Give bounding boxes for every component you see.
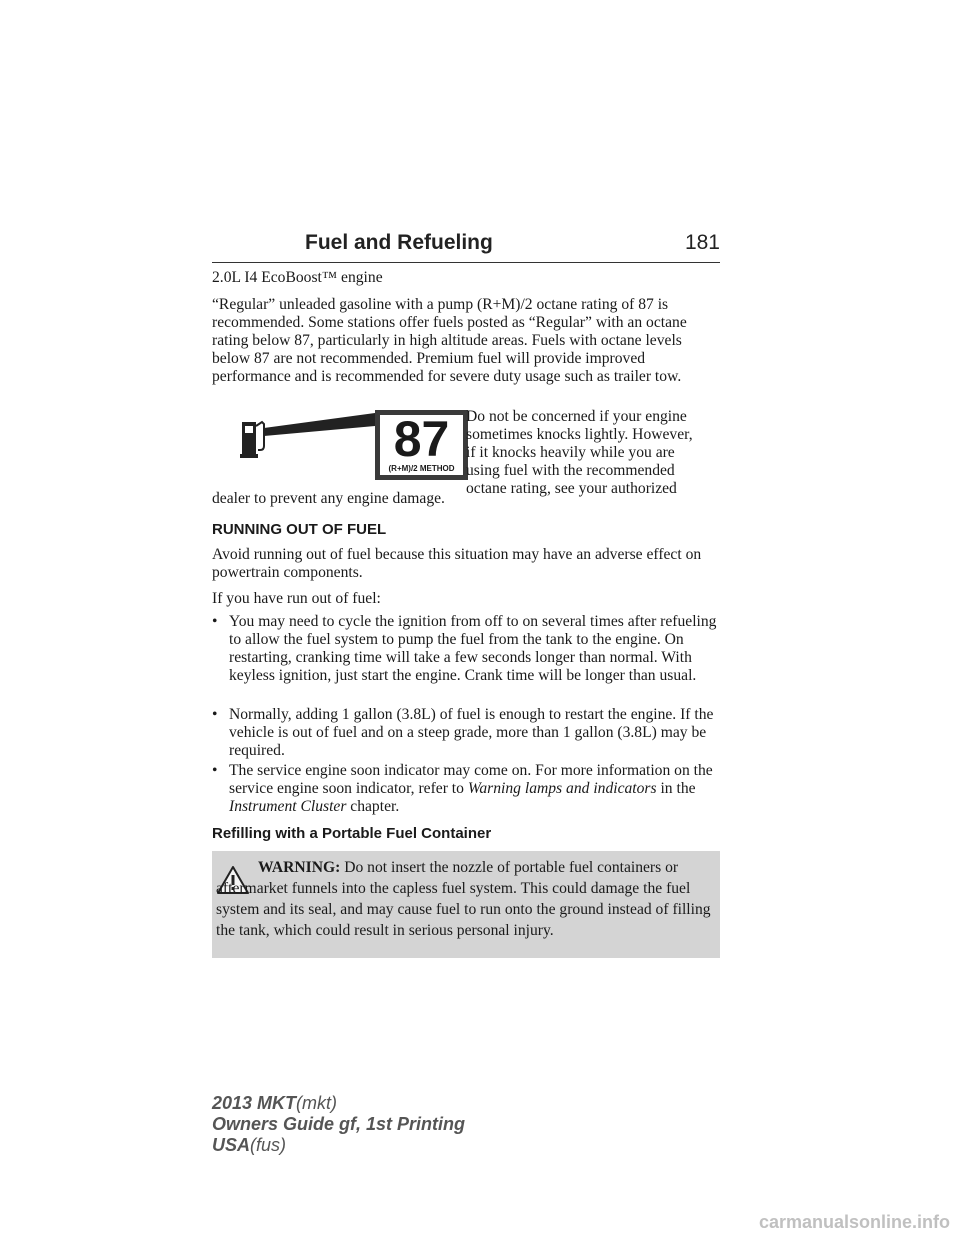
- bullet-3-text-c: chapter.: [350, 798, 400, 815]
- footer-model: 2013 MKT: [212, 1093, 297, 1113]
- footer-line-1: [212, 1093, 465, 1114]
- bullet-2-block: [212, 706, 720, 760]
- knock-line-1: Do not be concerned if your engine: [466, 408, 687, 425]
- if-line-block: [212, 590, 720, 608]
- if-run-out-line: If you have run out of fuel:: [212, 590, 381, 607]
- bullet-1-text: You may need to cycle the ignition from off to on several times after refueling to allow the fuel system to pump the fuel from the tank to the engine. On restarting, cranking time will take a few seconds longer than normal. With keyless ignition, just start the engine. Crank time will be longer than usual.: [229, 613, 717, 684]
- footer-market-code: (fus): [250, 1135, 287, 1155]
- bullet-dot: •: [212, 613, 218, 630]
- knock-continuation-block: [212, 490, 720, 508]
- footer-model-code: (mkt): [296, 1093, 338, 1113]
- knock-line-2: sometimes knocks lightly. However,: [466, 426, 693, 443]
- list-item: [212, 613, 720, 685]
- engine-line-block: [212, 269, 720, 287]
- knock-continuation: dealer to prevent any engine damage.: [212, 490, 445, 507]
- octane-method: (R+M)/2 METHOD: [388, 464, 455, 473]
- bullet-3-block: [212, 762, 720, 816]
- bullet-dot: •: [212, 762, 218, 779]
- knock-line-3: if it knocks heavily while you are: [466, 444, 675, 461]
- knock-line-5: octane rating, see your authorized: [466, 480, 677, 497]
- bullet-3-text-a: The service engine soon indicator may come on. For more information on the service engine soon indicator, refer to: [229, 762, 713, 797]
- running-out-intro-block: [212, 546, 720, 582]
- warning-box: [212, 851, 720, 958]
- bullet-dot: •: [212, 706, 218, 723]
- running-out-intro: Avoid running out of fuel because this situation may have an adverse effect on powertrain components.: [212, 546, 702, 581]
- warning-text-block: [216, 857, 716, 941]
- list-item: [212, 706, 720, 760]
- fuel-pump-icon: [240, 410, 375, 480]
- refilling-heading-block: [212, 825, 720, 843]
- list-item: [212, 762, 720, 816]
- regular-fuel-block: [212, 296, 720, 386]
- octane-label: [375, 410, 468, 480]
- page-number: 181: [684, 231, 720, 254]
- regular-fuel-paragraph: “Regular” unleaded gasoline with a pump (R+M)/2 octane rating of 87 is recommended. Some stations offer fuels posted as “Regular” with an octane rating below 87, particularly in high altitude areas. Fuels with octane levels below 87 are not recommended. Premium fuel will provide improved performance and is recommended for severe duty usage such as trailer tow.: [212, 296, 687, 385]
- octane-number: 87: [393, 411, 450, 467]
- knock-paragraph-side: [466, 408, 720, 498]
- page-footer: [212, 1093, 465, 1156]
- page-header: [212, 226, 720, 263]
- warning-text: Do not insert the nozzle of portable fuel containers or aftermarket funnels into the capless fuel system. This could damage the fuel system and its seal, and may cause fuel to run onto the ground instead of filling the tank, which could result in serious personal injury.: [216, 859, 711, 939]
- footer-line-2: Owners Guide gf, 1st Printing: [212, 1114, 466, 1134]
- instrument-cluster-reference: Instrument Cluster: [229, 798, 347, 815]
- bullet-1-block: [212, 613, 720, 685]
- bullet-2-text: Normally, adding 1 gallon (3.8L) of fuel is enough to restart the engine. If the vehicle is out of fuel and on a steep grade, more than 1 gallon (3.8L) may be required.: [229, 706, 714, 759]
- section-title: Fuel and Refueling: [305, 231, 493, 254]
- bullet-3-text-b: in the: [660, 780, 696, 797]
- engine-line: 2.0L I4 EcoBoost™ engine: [212, 269, 383, 286]
- footer-line-3: [212, 1135, 465, 1156]
- warning-lamps-reference: Warning lamps and indicators: [467, 780, 657, 797]
- running-out-heading: RUNNING OUT OF FUEL: [212, 521, 387, 538]
- footer-market: USA: [212, 1135, 251, 1155]
- refilling-heading: Refilling with a Portable Fuel Container: [212, 825, 492, 842]
- warning-label: WARNING:: [258, 859, 341, 876]
- watermark: carmanualsonline.info: [758, 1212, 950, 1232]
- knock-line-4: using fuel with the recommended: [466, 462, 675, 479]
- running-out-heading-block: [212, 521, 720, 539]
- octane-rating-figure: [240, 410, 455, 480]
